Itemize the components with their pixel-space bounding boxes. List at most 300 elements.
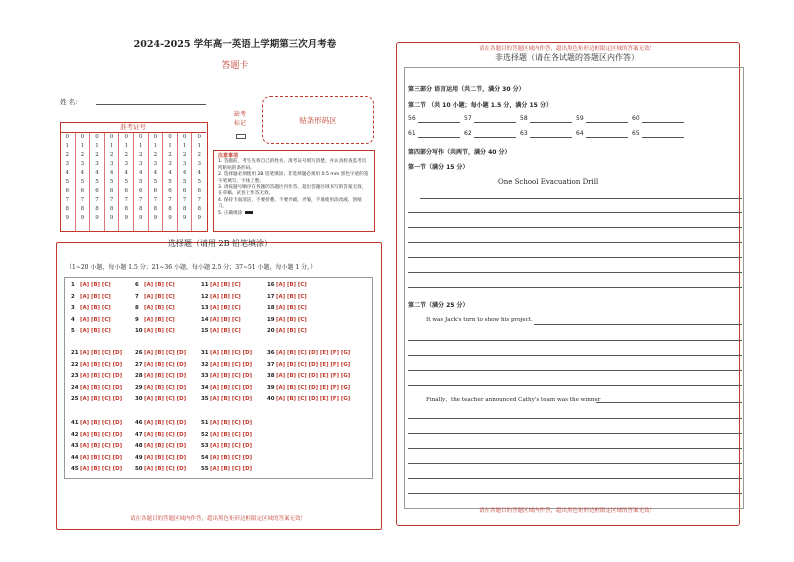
exam-digit-bubble[interactable]: 3 <box>153 161 158 167</box>
answer-options[interactable]: [A] [B] [C] [D] [E] [F] [G] <box>276 396 351 402</box>
question-row[interactable] <box>201 383 252 393</box>
question-row[interactable] <box>201 348 252 358</box>
question-row[interactable] <box>267 280 307 290</box>
exam-digit-bubble[interactable]: 5 <box>80 179 85 185</box>
exam-digit-bubble[interactable]: 2 <box>139 152 143 158</box>
answer-options[interactable]: [A] [B] [C] <box>276 316 307 323</box>
exam-digit-bubble[interactable]: 9 <box>109 215 114 221</box>
barcode-label: 贴条形码区 <box>299 115 337 125</box>
exam-digit-bubble[interactable]: 3 <box>197 161 201 167</box>
exam-digit-bubble[interactable]: 8 <box>168 206 172 212</box>
blank-number: 60 <box>632 115 640 122</box>
exam-digit-column[interactable] <box>162 133 177 231</box>
answer-options[interactable]: [A] [B] [C] [D] <box>80 443 123 449</box>
instruction-3: 3. 请按题号顺序在各题的答题区内作答，超出答题区域书写的答案无效，在草稿、试卷上作答无效。 <box>218 185 367 197</box>
exam-digit-bubble[interactable]: 0 <box>80 134 85 140</box>
exam-digit-bubble[interactable]: 5 <box>109 179 114 185</box>
answer-options[interactable]: [A] [B] [C] <box>210 293 241 300</box>
exam-digit-bubble[interactable]: 9 <box>95 215 99 221</box>
exam-digit-bubble[interactable]: 8 <box>182 206 187 212</box>
exam-digit-bubble[interactable]: 0 <box>95 134 99 140</box>
question-row[interactable] <box>135 383 186 393</box>
writing-line[interactable] <box>408 340 742 341</box>
answer-options[interactable]: [A] [B] [C] [D] <box>210 384 253 391</box>
blank-answer-line[interactable] <box>642 137 684 138</box>
writing-line[interactable] <box>408 385 742 386</box>
exam-digit-bubble[interactable]: 2 <box>109 152 114 158</box>
writing-line[interactable] <box>408 355 742 356</box>
answer-options[interactable]: [A] [B] [C] [D] <box>144 361 187 368</box>
exam-digit-bubble[interactable]: 3 <box>168 161 172 167</box>
answer-options[interactable]: [A] [B] [C] [D] <box>80 361 123 368</box>
question-row[interactable] <box>71 348 122 358</box>
exam-digit-bubble[interactable]: 6 <box>95 188 99 194</box>
absent-label-1: 缺考 <box>233 111 246 118</box>
answer-options[interactable]: [A] [B] [C] <box>144 293 175 300</box>
question-number: 19 <box>267 316 275 323</box>
exam-digit-bubble[interactable]: 0 <box>65 134 70 140</box>
exam-digit-bubble[interactable]: 4 <box>182 170 187 176</box>
blank-answer-line[interactable] <box>586 122 628 123</box>
name-field[interactable] <box>96 104 206 105</box>
exam-digit-bubble[interactable]: 1 <box>153 143 158 149</box>
exam-digit-bubble[interactable]: 0 <box>182 134 187 140</box>
answer-options[interactable]: [A] [B] [C] <box>80 282 111 288</box>
exam-digit-bubble[interactable]: 1 <box>197 143 201 149</box>
exam-number-grid[interactable] <box>60 132 206 231</box>
question-number: 4 <box>71 316 75 323</box>
answer-options[interactable]: [A] [B] [C] <box>80 305 111 311</box>
exam-digit-column[interactable] <box>60 133 75 231</box>
question-row[interactable] <box>201 280 241 290</box>
question-number: 26 <box>135 350 143 356</box>
exam-digit-bubble[interactable]: 8 <box>109 206 114 212</box>
exam-digit-bubble[interactable]: 7 <box>182 197 187 203</box>
question-row[interactable] <box>135 280 175 290</box>
question-row[interactable] <box>267 371 350 381</box>
answer-options[interactable]: [A] [B] [C] <box>80 328 111 334</box>
answer-options[interactable]: [A] [B] [C] [D] <box>210 350 253 356</box>
exam-digit-column[interactable] <box>118 133 133 231</box>
exam-digit-bubble[interactable]: 0 <box>168 134 172 140</box>
question-number: 2 <box>71 293 75 300</box>
answer-options[interactable]: [A] [B] [C] [D] <box>80 454 123 461</box>
exam-digit-bubble[interactable]: 1 <box>95 143 99 149</box>
exam-digit-bubble[interactable]: 3 <box>109 161 114 167</box>
answer-options[interactable]: [A] [B] [C] [D] <box>210 420 253 426</box>
exam-digit-bubble[interactable]: 0 <box>109 134 114 140</box>
blank-number: 62 <box>464 130 472 137</box>
question-number: 44 <box>71 454 79 461</box>
exam-digit-column[interactable] <box>75 133 90 231</box>
question-row[interactable] <box>267 394 350 404</box>
answer-options[interactable]: [A] [B] [C] [D] <box>210 443 253 449</box>
answer-options[interactable]: [A] [B] [C] [D] <box>80 466 123 472</box>
exam-digit-bubble[interactable]: 8 <box>153 206 158 212</box>
exam-digit-column[interactable] <box>191 133 206 231</box>
exam-digit-bubble[interactable]: 0 <box>139 134 143 140</box>
answer-options[interactable]: [A] [B] [C] [D] [E] [F] [G] <box>276 361 351 368</box>
name-label: 姓 名： <box>60 98 82 106</box>
exam-digit-bubble[interactable]: 6 <box>80 188 85 194</box>
question-number: 33 <box>201 373 209 379</box>
question-number: 20 <box>267 328 275 334</box>
exam-digit-bubble[interactable]: 7 <box>153 197 158 203</box>
writing-line[interactable] <box>408 448 742 449</box>
question-row[interactable] <box>201 453 252 463</box>
question-number: 38 <box>267 373 275 379</box>
exam-digit-bubble[interactable]: 7 <box>65 197 70 203</box>
writing-line[interactable] <box>408 212 742 213</box>
question-row[interactable] <box>71 315 111 325</box>
exam-digit-column[interactable] <box>133 133 148 231</box>
question-row[interactable] <box>267 360 350 370</box>
exam-digit-bubble[interactable]: 7 <box>109 197 114 203</box>
answer-options[interactable]: [A] [B] [C] [D] <box>80 420 123 426</box>
barcode-area <box>262 96 374 144</box>
writing-line[interactable] <box>408 418 742 419</box>
question-row[interactable] <box>201 418 252 428</box>
question-row[interactable] <box>267 326 307 336</box>
question-row[interactable] <box>135 418 186 428</box>
question-row[interactable] <box>71 303 111 313</box>
exam-digit-bubble[interactable]: 8 <box>80 206 85 212</box>
exam-digit-bubble[interactable]: 3 <box>65 161 70 167</box>
question-row[interactable] <box>71 292 111 302</box>
question-number: 40 <box>267 396 275 402</box>
question-row[interactable] <box>267 303 307 313</box>
exam-digit-bubble[interactable]: 9 <box>182 215 187 221</box>
exam-digit-column[interactable] <box>104 133 119 231</box>
writing-line[interactable] <box>534 324 742 325</box>
answer-options[interactable]: [A] [B] [C] <box>144 282 175 288</box>
exam-digit-column[interactable] <box>148 133 163 231</box>
question-number: 7 <box>135 293 139 300</box>
exam-digit-bubble[interactable]: 7 <box>139 197 143 203</box>
answer-options[interactable]: [A] [B] [C] [D] <box>210 396 253 402</box>
question-row[interactable] <box>201 394 252 404</box>
exam-digit-bubble[interactable]: 1 <box>124 143 128 149</box>
blank-answer-line[interactable] <box>586 137 628 138</box>
exam-digit-bubble[interactable]: 6 <box>168 188 172 194</box>
answer-options[interactable]: [A] [B] [C] <box>210 305 241 311</box>
question-number: 1 <box>71 282 75 288</box>
question-row[interactable] <box>71 360 122 370</box>
question-row[interactable] <box>135 441 186 451</box>
exam-digit-bubble[interactable]: 2 <box>197 152 201 158</box>
exam-digit-bubble[interactable]: 5 <box>139 179 143 185</box>
writing-line[interactable] <box>408 493 742 494</box>
part4-heading: 第四部分写作（共两节，满分 40 分） <box>408 149 511 156</box>
question-row[interactable] <box>267 348 350 358</box>
writing-line[interactable] <box>408 478 742 479</box>
blank-answer-line[interactable] <box>530 137 572 138</box>
question-row[interactable] <box>267 383 350 393</box>
question-number: 24 <box>71 384 79 391</box>
question-row[interactable] <box>201 430 252 440</box>
exam-digit-bubble[interactable]: 5 <box>65 179 70 185</box>
question-row[interactable] <box>201 303 241 313</box>
writing-line[interactable] <box>408 257 742 258</box>
answer-options[interactable]: [A] [B] [C] [D] <box>80 431 123 438</box>
exam-digit-bubble[interactable]: 8 <box>65 206 70 212</box>
question-row[interactable] <box>135 430 186 440</box>
exam-digit-bubble[interactable]: 1 <box>168 143 172 149</box>
answer-options[interactable]: [A] [B] [C] [D] <box>144 384 187 391</box>
exam-digit-bubble[interactable]: 4 <box>95 170 99 176</box>
writing-line[interactable] <box>596 402 742 403</box>
answer-options[interactable]: [A] [B] [C] <box>80 316 111 323</box>
non-choice-title: 非选择题（请在各试题的答题区内作答） <box>495 53 639 62</box>
writing-line[interactable] <box>420 198 742 199</box>
answer-options[interactable]: [A] [B] [C] [D] <box>144 373 187 379</box>
exam-digit-bubble[interactable]: 7 <box>168 197 172 203</box>
exam-digit-bubble[interactable]: 6 <box>182 188 187 194</box>
answer-options[interactable]: [A] [B] [C] <box>210 316 241 323</box>
exam-digit-bubble[interactable]: 7 <box>197 197 201 203</box>
mc-title: 选择题（请用 2B 铅笔填涂） <box>167 239 273 248</box>
answer-options[interactable]: [A] [B] [C] <box>80 293 111 300</box>
writing-line[interactable] <box>408 370 742 371</box>
exam-digit-bubble[interactable]: 9 <box>197 215 201 221</box>
exam-digit-bubble[interactable]: 3 <box>139 161 143 167</box>
exam-digit-column[interactable] <box>89 133 104 231</box>
exam-digit-bubble[interactable]: 3 <box>95 161 99 167</box>
answer-options[interactable]: [A] [B] [C] <box>210 328 241 334</box>
exam-digit-bubble[interactable]: 5 <box>124 179 128 185</box>
question-row[interactable] <box>135 326 175 336</box>
question-row[interactable] <box>267 292 307 302</box>
question-row[interactable] <box>71 464 122 474</box>
question-row[interactable] <box>71 418 122 428</box>
answer-options[interactable]: [A] [B] [C] [D] <box>210 373 253 379</box>
exam-digit-bubble[interactable]: 2 <box>153 152 158 158</box>
exam-digit-bubble[interactable]: 4 <box>80 170 85 176</box>
exam-digit-bubble[interactable]: 4 <box>153 170 158 176</box>
question-row[interactable] <box>135 371 186 381</box>
exam-digit-bubble[interactable]: 9 <box>124 215 128 221</box>
answer-options[interactable]: [A] [B] [C] [D] <box>144 396 187 402</box>
exam-digit-bubble[interactable]: 9 <box>139 215 143 221</box>
exam-digit-bubble[interactable]: 1 <box>80 143 85 149</box>
question-row[interactable] <box>71 371 122 381</box>
fill-example: 5. 正确填涂 <box>218 211 370 217</box>
exam-digit-bubble[interactable]: 5 <box>95 179 99 185</box>
writing-area <box>404 67 744 509</box>
exam-digit-bubble[interactable]: 5 <box>168 179 172 185</box>
exam-digit-bubble[interactable]: 0 <box>124 134 128 140</box>
exam-digit-bubble[interactable]: 8 <box>139 206 143 212</box>
exam-digit-bubble[interactable]: 1 <box>182 143 187 149</box>
exam-digit-bubble[interactable]: 9 <box>153 215 158 221</box>
exam-digit-bubble[interactable]: 1 <box>109 143 114 149</box>
absent-checkbox[interactable] <box>236 134 246 139</box>
exam-digit-bubble[interactable]: 7 <box>80 197 85 203</box>
answer-options[interactable]: [A] [B] [C] [D] <box>210 431 253 438</box>
answer-options[interactable]: [A] [B] [C] <box>144 328 175 334</box>
exam-digit-bubble[interactable]: 6 <box>109 188 114 194</box>
blank-answer-line[interactable] <box>418 137 460 138</box>
exam-digit-bubble[interactable]: 7 <box>95 197 99 203</box>
exam-digit-bubble[interactable]: 3 <box>182 161 187 167</box>
exam-digit-bubble[interactable]: 0 <box>153 134 158 140</box>
question-row[interactable] <box>71 453 122 463</box>
question-row[interactable] <box>71 280 111 290</box>
question-number: 21 <box>71 350 79 356</box>
answer-options[interactable]: [A] [B] [C] [D] <box>80 384 123 391</box>
answer-options[interactable]: [A] [B] [C] [D] <box>144 466 187 472</box>
question-row[interactable] <box>71 430 122 440</box>
answer-options[interactable]: [A] [B] [C] [D] <box>210 466 253 472</box>
blank-number: 58 <box>520 115 528 122</box>
blank-number: 63 <box>520 130 528 137</box>
question-row[interactable] <box>71 441 122 451</box>
question-row[interactable] <box>135 394 186 404</box>
exam-digit-bubble[interactable]: 2 <box>65 152 70 158</box>
answer-options[interactable]: [A] [B] [C] <box>276 282 307 288</box>
answer-options[interactable]: [A] [B] [C] <box>276 293 307 300</box>
question-row[interactable] <box>135 303 175 313</box>
exam-digit-bubble[interactable]: 2 <box>124 152 128 158</box>
question-row[interactable] <box>135 292 175 302</box>
blank-answer-line[interactable] <box>530 122 572 123</box>
exam-digit-bubble[interactable]: 3 <box>80 161 85 167</box>
exam-digit-bubble[interactable]: 6 <box>139 188 143 194</box>
exam-digit-bubble[interactable]: 3 <box>124 161 128 167</box>
answer-options[interactable]: [A] [B] [C] [D] <box>144 454 187 461</box>
exam-digit-bubble[interactable]: 8 <box>95 206 99 212</box>
exam-digit-bubble[interactable]: 8 <box>124 206 128 212</box>
exam-digit-bubble[interactable]: 1 <box>65 143 70 149</box>
blank-answer-line[interactable] <box>474 122 516 123</box>
instruction-4: 4. 保持卡面清洁，不要折叠、不要弄破、弄皱，不准使用涂改液、刮纸刀。 <box>218 197 362 210</box>
exam-digit-bubble[interactable]: 2 <box>95 152 99 158</box>
question-number: 28 <box>135 373 143 379</box>
question-number: 3 <box>71 305 75 311</box>
question-number: 8 <box>135 305 139 311</box>
answer-options[interactable]: [A] [B] [C] <box>144 316 175 323</box>
writing-line[interactable] <box>408 287 742 288</box>
answer-options[interactable]: [A] [B] [C] [D] <box>144 420 187 426</box>
question-number: 5 <box>71 328 75 334</box>
question-number: 16 <box>267 282 275 288</box>
question-row[interactable] <box>201 360 252 370</box>
blank-number: 64 <box>576 130 584 137</box>
question-row[interactable] <box>267 315 307 325</box>
question-number: 55 <box>201 466 209 472</box>
blank-answer-line[interactable] <box>474 137 516 138</box>
exam-digit-bubble[interactable]: 9 <box>168 215 172 221</box>
exam-digit-bubble[interactable]: 1 <box>139 143 143 149</box>
exam-digit-bubble[interactable]: 9 <box>80 215 85 221</box>
question-row[interactable] <box>201 292 241 302</box>
part3-heading: 第三部分 语言运用（共二节，满分 30 分） <box>408 86 525 93</box>
exam-digit-bubble[interactable]: 2 <box>182 152 187 158</box>
question-number: 39 <box>267 384 275 391</box>
question-row[interactable] <box>201 464 252 474</box>
question-number: 52 <box>201 431 209 438</box>
writing-line[interactable] <box>408 242 742 243</box>
exam-digit-bubble[interactable]: 8 <box>197 206 201 212</box>
answer-options[interactable]: [A] [B] [C] [D] [E] [F] [G] <box>276 373 351 379</box>
question-row[interactable] <box>201 315 241 325</box>
writing-line[interactable] <box>408 272 742 273</box>
question-row[interactable] <box>201 371 252 381</box>
exam-digit-bubble[interactable]: 4 <box>168 170 172 176</box>
question-number: 14 <box>201 316 209 323</box>
exam-digit-bubble[interactable]: 2 <box>168 152 172 158</box>
question-number: 42 <box>71 431 79 438</box>
question-row[interactable] <box>71 326 111 336</box>
blank-answer-line[interactable] <box>642 122 684 123</box>
exam-digit-bubble[interactable]: 0 <box>197 134 201 140</box>
question-row[interactable] <box>201 326 241 336</box>
answer-options[interactable]: [A] [B] [C] [D] <box>80 350 123 356</box>
exam-digit-bubble[interactable]: 4 <box>109 170 114 176</box>
blank-number: 56 <box>408 115 416 122</box>
exam-digit-bubble[interactable]: 7 <box>124 197 128 203</box>
exam-digit-bubble[interactable]: 5 <box>153 179 158 185</box>
question-number: 37 <box>267 361 275 368</box>
writing1-title: One School Evacuation Drill <box>498 178 599 186</box>
answer-options[interactable]: [A] [B] [C] [D] [E] [F] [G] <box>276 384 351 391</box>
answer-options[interactable]: [A] [B] [C] [D] <box>144 350 187 356</box>
exam-digit-bubble[interactable]: 5 <box>197 179 201 185</box>
exam-digit-bubble[interactable]: 4 <box>197 170 201 176</box>
exam-digit-bubble[interactable]: 6 <box>153 188 158 194</box>
exam-digit-bubble[interactable]: 2 <box>80 152 85 158</box>
writing-line[interactable] <box>408 227 742 228</box>
answer-options[interactable]: [A] [B] [C] <box>210 282 241 288</box>
question-row[interactable] <box>71 383 122 393</box>
exam-digit-bubble[interactable]: 6 <box>65 188 70 194</box>
question-number: 6 <box>135 282 139 288</box>
answer-options[interactable]: [A] [B] [C] <box>276 305 307 311</box>
question-row[interactable] <box>135 360 186 370</box>
question-row[interactable] <box>135 348 186 358</box>
exam-digit-bubble[interactable]: 4 <box>124 170 128 176</box>
question-row[interactable] <box>71 394 122 404</box>
blank-answer-line[interactable] <box>418 122 460 123</box>
answer-options[interactable]: [A] [B] [C] <box>276 328 307 334</box>
exam-digit-bubble[interactable]: 9 <box>65 215 70 221</box>
exam-digit-bubble[interactable]: 4 <box>139 170 143 176</box>
answer-options[interactable]: [A] [B] [C] <box>144 305 175 311</box>
exam-digit-bubble[interactable]: 6 <box>124 188 128 194</box>
question-row[interactable] <box>135 315 175 325</box>
answer-options[interactable]: [A] [B] [C] [D] <box>210 454 253 461</box>
answer-options[interactable]: [A] [B] [C] [D] <box>210 361 253 368</box>
answer-options[interactable]: [A] [B] [C] [D] <box>144 443 187 449</box>
exam-digit-bubble[interactable]: 4 <box>65 170 70 176</box>
question-row[interactable] <box>135 464 186 474</box>
answer-options[interactable]: [A] [B] [C] [D] [E] [F] [G] <box>276 350 351 356</box>
writing-line[interactable] <box>408 433 742 434</box>
exam-digit-column[interactable] <box>177 133 192 231</box>
mc-answer-grid <box>64 277 373 479</box>
writing-line[interactable] <box>408 463 742 464</box>
question-number: 54 <box>201 454 209 461</box>
question-row[interactable] <box>201 441 252 451</box>
question-row[interactable] <box>135 453 186 463</box>
exam-digit-bubble[interactable]: 6 <box>197 188 201 194</box>
exam-digit-bubble[interactable]: 5 <box>182 179 187 185</box>
answer-options[interactable]: [A] [B] [C] [D] <box>144 431 187 438</box>
question-number: 43 <box>71 443 79 449</box>
answer-options[interactable]: [A] [B] [C] [D] <box>80 373 123 379</box>
answer-options[interactable]: [A] [B] [C] [D] <box>80 396 123 402</box>
page-title: 2024-2025 学年高一英语上学期第三次月考卷 <box>133 39 337 50</box>
